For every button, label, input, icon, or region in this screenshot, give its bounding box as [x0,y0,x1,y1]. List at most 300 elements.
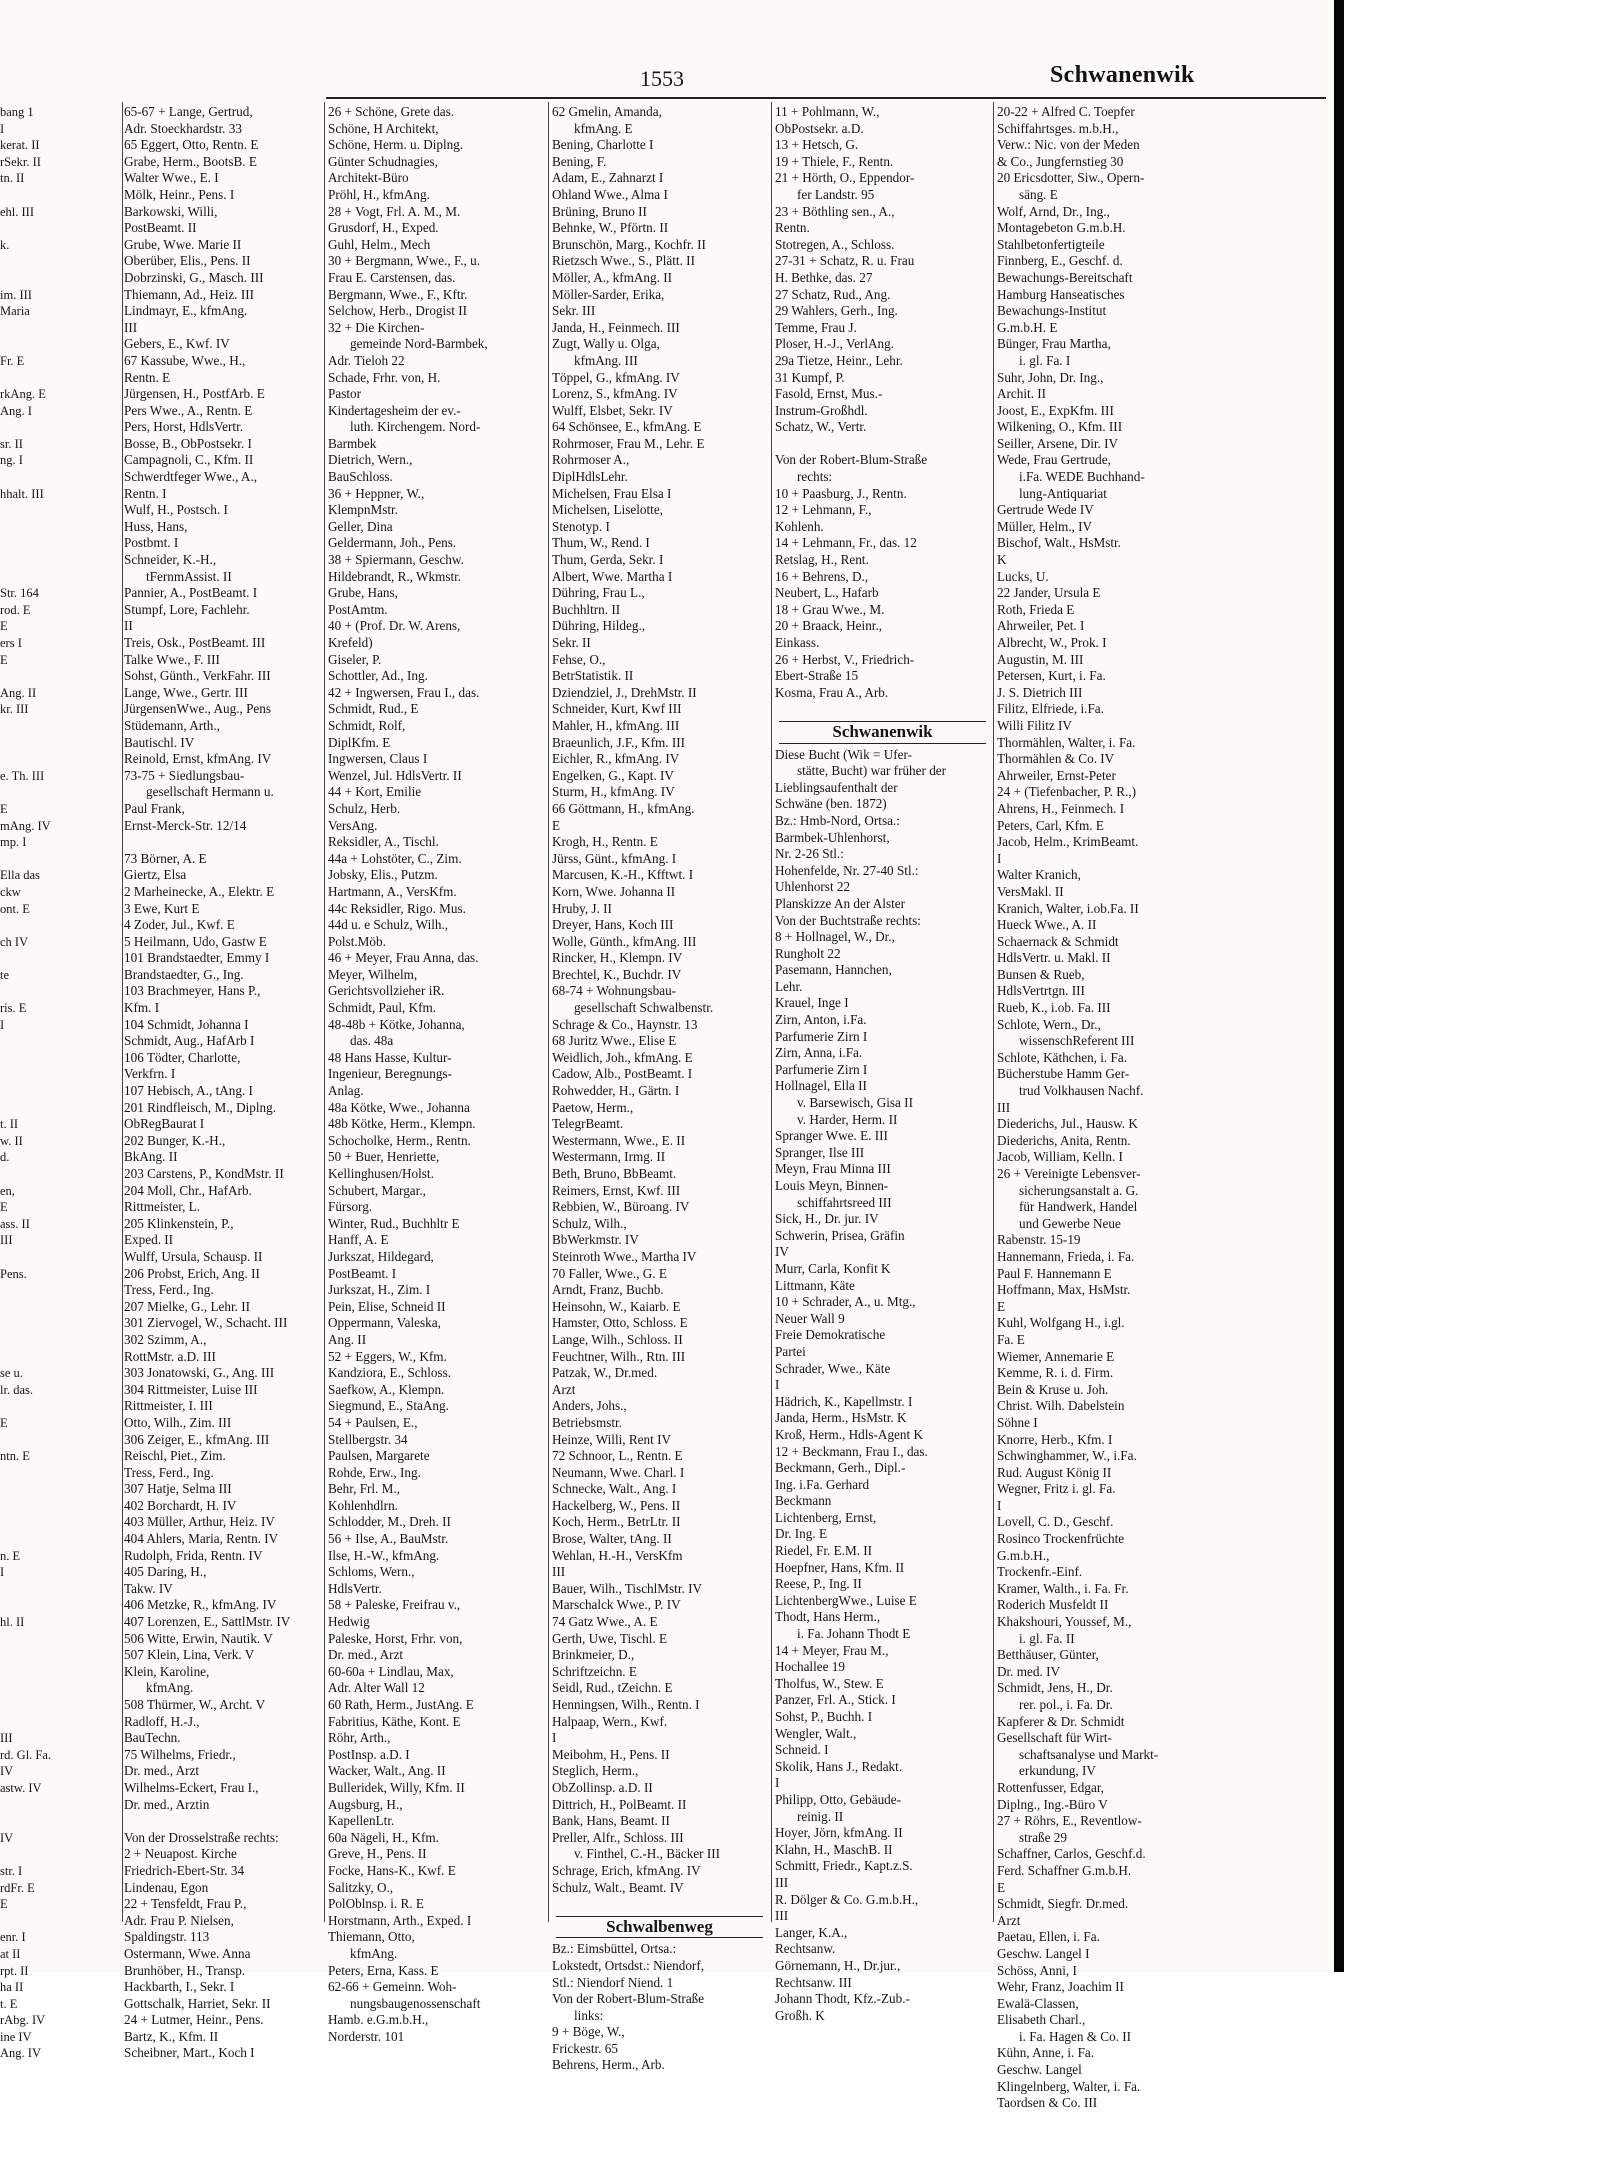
directory-entry: Lange, Wilh., Schloss. II [552,1331,683,1347]
directory-entry: Wegner, Fritz i. gl. Fa. [997,1481,1116,1497]
directory-entry: Roth, Frieda E [997,601,1075,617]
directory-entry: Louis Meyn, Binnen- [775,1178,889,1193]
directory-entry: J. S. Dietrich III [997,684,1083,700]
directory-entry: Wulff, Elsbet, Sekr. IV [552,402,673,418]
directory-entry: DiplHdlsLehr. [552,469,628,485]
directory-entry: Schneider, Kurt, Kwf III [552,701,682,717]
directory-entry: Schwäne (ben. 1872) [775,796,887,812]
directory-entry: Huss, Hans, [124,518,188,534]
directory-entry: Reinold, Ernst, kfmAng. IV [124,751,272,767]
directory-entry: Schmidt, Aug., HafArb I [124,1033,255,1049]
directory-entry: 26 + Schöne, Grete das. [328,104,455,119]
directory-entry: rAbg. IV [0,2013,46,2028]
directory-entry: Hoyer, Jörn, kfmAng. II [775,1825,903,1841]
directory-column-2 [328,104,543,2045]
directory-entry: Hoffmann, Max, HsMstr. [997,1282,1131,1298]
directory-entry: Hollnagel, Ella II [775,1078,867,1094]
directory-entry: Schrage & Co., Haynstr. 13 [552,1016,698,1032]
directory-entry: Heinze, Willi, Rent IV [552,1431,671,1447]
directory-entry: Lehr. [775,978,803,994]
blank-line [0,502,52,519]
directory-entry: Kfm. I [124,1000,160,1016]
directory-entry: Stellbergstr. 34 [328,1431,408,1447]
blank-line [0,1481,52,1498]
directory-entry: Petersen, Kurt, i. Fa. [997,668,1106,684]
directory-entry: 54 + Paulsen, E., [328,1414,418,1430]
directory-entry: 12 + Beckmann, Frau I., das. [775,1443,928,1459]
directory-entry: Kohlenh. [775,518,824,534]
directory-entry: Bosse, B., ObPostsekr. I [124,435,252,451]
directory-entry: Thum, W., Rend. I [552,535,650,551]
directory-entry: 68 Juritz Wwe., Elise E [552,1033,677,1049]
directory-entry: Paulsen, Margarete [328,1448,430,1464]
directory-entry: 302 Szimm, A., [124,1331,207,1347]
directory-entry: Jürss, Günt., kfmAng. I [552,850,677,866]
entry-continuation: wissenschReferent III [1019,1033,1135,1049]
directory-entry: 44 + Kort, Emilie [328,784,422,800]
directory-entry: Stl.: Niendorf Niend. 1 [552,1974,674,1990]
blank-line [0,1664,52,1681]
directory-entry: Neubert, L., Hafarb [775,585,879,601]
directory-entry: Geschw. Langel I [997,1945,1090,1961]
blank-line [0,535,52,552]
directory-entry: Koch, Herm., BetrLtr. II [552,1514,681,1530]
directory-entry: 29a Tietze, Heinr., Lehr. [775,352,903,368]
directory-entry: Schubert, Margar., [328,1182,426,1198]
directory-entry: sr. II [0,436,23,451]
blank-line [0,320,52,337]
directory-entry: Bartz, K., Kfm. II [124,2028,219,2044]
directory-entry: Kemme, R. i. d. Firm. [997,1365,1114,1381]
directory-entry: E [0,652,8,667]
directory-entry: Steglich, Herm., [552,1763,639,1779]
directory-entry: Adr. Stoeckhardstr. 33 [124,120,242,136]
directory-entry: 30 + Bergmann, Wwe., F., u. [328,253,481,269]
blank-line [0,1299,52,1316]
directory-entry: n. E [0,1548,21,1563]
directory-entry: Dr. med., Arztin [124,1796,210,1812]
directory-entry: 11 + Pohlmann, W., [775,104,880,119]
directory-entry: Janda, H., Feinmech. III [552,319,680,335]
directory-entry: Thormählen, Walter, i. Fa. [997,734,1136,750]
directory-entry: 107 Hebisch, A., tAng. I [124,1083,253,1099]
directory-entry: IV [0,1764,14,1779]
directory-entry: Dühring, Hildeg., [552,618,646,634]
directory-entry: Albert, Wwe. Martha I [552,568,673,584]
directory-entry: Ernst-Merck-Str. 12/14 [124,817,247,833]
directory-entry: Diplng., Ing.-Büro V [997,1796,1108,1812]
directory-entry: Schulz, Herb. [328,800,401,816]
directory-entry: Westermann, Irmg. II [552,1149,666,1165]
directory-entry: R. Dölger & Co. G.m.b.H., [775,1891,919,1907]
directory-entry: w. II [0,1133,23,1148]
directory-entry: Lange, Wwe., Gertr. III [124,684,248,700]
directory-entry: Michelsen, Liselotte, [552,502,663,518]
directory-entry: 58 + Paleske, Freifrau v., [328,1597,461,1613]
entry-continuation: tFernmAssist. II [146,568,232,584]
directory-entry: Kohlenhdlrn. [328,1497,398,1513]
entry-continuation: i.Fa. WEDE Buchhand- [1019,469,1145,485]
directory-entry: tn. II [0,171,25,186]
directory-entry: 101 Brandstaedter, Emmy I [124,950,270,966]
directory-entry: Jacob, Helm., KrimBeamt. [997,834,1139,850]
directory-entry: Fabritius, Käthe, Kont. E [328,1713,461,1729]
directory-entry: Weidlich, Joh., kfmAng. E [552,1049,693,1065]
directory-entry: Dr. Ing. E [775,1526,828,1542]
directory-entry: Tress, Ferd., Ing. [124,1282,214,1298]
blank-line [0,1813,52,1830]
directory-entry: Philipp, Otto, Gebäude- [775,1791,901,1807]
directory-entry: Wehlan, H.-H., VersKfm [552,1547,683,1563]
header-rule [326,97,1326,99]
directory-entry: Parfumerie Zirn I [775,1028,868,1044]
directory-entry: KapellenLtr. [328,1813,395,1829]
directory-entry: Otto, Wilh., Zim. III [124,1414,232,1430]
directory-entry: Bewachungs-Institut [997,303,1107,319]
directory-entry: PostInsp. a.D. I [328,1746,410,1762]
directory-entry: 29 Wahlers, Gerh., Ing. [775,303,898,319]
directory-entry: Wiemer, Annemarie E [997,1348,1115,1364]
directory-entry: I [552,1730,557,1746]
directory-entry: Grube, Hans, [328,585,398,601]
directory-entry: Thormählen & Co. IV [997,751,1115,767]
directory-entry: Ingwersen, Claus I [328,751,428,767]
directory-entry: Riedel, Fr. E.M. II [775,1543,873,1559]
directory-entry: 201 Rindfleisch, M., Diplng. [124,1099,277,1115]
directory-entry: 48b Kötke, Herm., Klempn. [328,1116,476,1132]
directory-entry: 207 Mielke, G., Lehr. II [124,1298,250,1314]
entry-continuation: fer Landstr. 95 [797,186,875,202]
blank-line [0,187,52,204]
directory-entry: mAng. IV [0,818,51,833]
directory-entry: rkAng. E [0,387,46,402]
directory-entry: Campagnoli, C., Kfm. II [124,452,254,468]
directory-entry: 406 Metzke, R., kfmAng. IV [124,1597,277,1613]
directory-entry: Hruby, J. II [552,900,612,916]
directory-entry: Exped. II [124,1232,174,1248]
directory-entry: Frickestr. 65 [552,2040,618,2056]
directory-entry: Peters, Carl, Kfm. E [997,817,1104,833]
directory-entry: Schaffner, Carlos, Geschf.d. [997,1846,1146,1862]
directory-entry: 20 Ericsdotter, Siw., Opern- [997,170,1145,186]
directory-entry: Westermann, Wwe., E. II [552,1132,686,1148]
directory-entry: Von der Buchtstraße rechts: [775,912,921,928]
entry-continuation: nungsbaugenossenschaft [350,1995,481,2011]
column-divider [324,102,325,1922]
directory-entry: ObPostsekr. a.D. [775,120,864,136]
directory-entry: 44c Reksidler, Rigo. Mus. [328,900,466,916]
directory-entry: Bünger, Frau Martha, [997,336,1111,352]
directory-entry: Hartmann, A., VersKfm. [328,883,457,899]
directory-entry: DiplKfm. E [328,734,391,750]
directory-entry: Schnecke, Walt., Ang. I [552,1481,677,1497]
entry-continuation: rer. pol., i. Fa. Dr. [1019,1697,1113,1712]
directory-entry: Eichler, R., kfmAng. IV [552,751,680,767]
entry-continuation: kfmAng. [350,1945,398,1961]
directory-entry: Thum, Gerda, Sekr. I [552,552,664,568]
directory-entry: Schwerdtfeger Wwe., A., [124,469,258,485]
blank-line [0,1050,52,1067]
directory-entry: Schöne, H Architekt, [328,120,439,136]
directory-entry: Archit. II [997,386,1047,402]
directory-entry: Ewalä-Classen, [997,1995,1079,2011]
directory-entry: Wolle, Günth., kfmAng. III [552,933,697,949]
directory-entry: Stenotyp. I [552,518,610,534]
directory-entry: Schmidt, Jens, H., Dr. [997,1680,1113,1696]
directory-entry: 48 Hans Hasse, Kultur- [328,1049,452,1065]
directory-column-5 [997,104,1215,2112]
directory-entry: & Co., Jungfernstieg 30 [997,153,1124,169]
directory-entry: Halpaap, Wern., Kwf. [552,1713,668,1729]
directory-entry: II [124,618,133,634]
directory-entry: Beckmann, Gerh., Dipl.- [775,1460,906,1476]
blank-line [0,1465,52,1482]
entry-continuation: und Gewerbe Neue [1019,1215,1121,1231]
directory-entry: 403 Müller, Arthur, Heiz. IV [124,1514,275,1530]
directory-entry: Schriftzeichn. E [552,1663,637,1679]
directory-entry: HdlsVertrtgn. III [997,983,1085,999]
directory-entry: Maria [0,304,30,319]
directory-entry: Wacker, Walt., Ang. II [328,1763,446,1779]
directory-entry: III [0,1731,13,1746]
directory-entry: 23 + Böthling sen., A., [775,203,895,219]
blank-line [0,1398,52,1415]
directory-entry: 62 Gmelin, Amanda, [552,104,662,119]
blank-line [0,983,52,1000]
directory-entry: Trockenfr.-Einf. [997,1564,1083,1580]
directory-entry: Jacob, William, Kelln. I [997,1149,1123,1165]
directory-entry: Grabe, Herm., BootsB. E [124,153,257,169]
directory-entry: Dr. med., Arzt [328,1647,404,1663]
directory-entry: Reksidler, A., Tischl. [328,834,439,850]
directory-entry: Thiemann, Ad., Heiz. III [124,286,255,302]
left-page-fragment [0,104,52,2062]
directory-entry: Horstmann, Arth., Exped. I [328,1912,472,1928]
directory-entry: Fr. E [0,353,25,368]
entry-continuation: schaftsanalyse und Markt- [1019,1746,1159,1762]
directory-entry: Fa. E [997,1331,1025,1347]
directory-entry: Brunschön, Marg., Kochfr. II [552,236,706,252]
directory-entry: Röhr, Arth., [328,1730,391,1746]
directory-entry: Str. 164 [0,586,39,601]
directory-entry: Adam, E., Zahnarzt I [552,170,664,186]
blank-line [0,370,52,387]
directory-entry: Paleske, Horst, Frhr. von, [328,1630,463,1646]
blank-line [0,253,52,270]
directory-entry: III [552,1564,566,1580]
directory-entry: 404 Ahlers, Maria, Rentn. IV [124,1531,279,1547]
directory-entry: Ferd. Schaffner G.m.b.H. [997,1862,1132,1878]
directory-entry: Rohrmoser A., [552,452,630,468]
directory-entry: Johann Thodt, Kfz.-Zub.- [775,1991,910,2007]
directory-entry: Reese, P., Ing. II [775,1576,862,1592]
directory-entry: Lorenz, S., kfmAng. IV [552,386,678,402]
directory-entry: 62-66 + Gemeinn. Woh- [328,1979,457,1995]
blank-line [0,569,52,586]
directory-entry: 2 Marheinecke, A., Elektr. E [124,883,275,899]
directory-entry: en, [0,1183,15,1198]
directory-entry: 21 + Hörth, O., Eppendor- [775,170,915,186]
entry-continuation: gemeinde Nord-Barmbek, [350,336,488,352]
directory-entry: Pein, Elise, Schneid II [328,1298,446,1314]
directory-entry: Feuchtner, Wilh., Rtn. III [552,1348,686,1364]
directory-entry: VersAng. [328,817,378,833]
blank-line [0,1797,52,1814]
directory-entry: Steinroth Wwe., Martha IV [552,1248,697,1264]
directory-entry: Ostermann, Wwe. Anna [124,1945,251,1961]
directory-entry: Walter Kranich, [997,867,1081,883]
directory-entry: Behr, Frl. M., [328,1481,401,1497]
directory-entry: Rentn. E [124,369,171,385]
directory-entry: IV [775,1244,789,1260]
entry-continuation: i. gl. Fa. I [1019,352,1071,368]
blank-line [0,1631,52,1648]
directory-entry: Finnberg, E., Geschf. d. [997,253,1123,269]
directory-entry: Salitzky, O., [328,1879,394,1895]
directory-entry: 16 + Behrens, D., [775,568,869,584]
blank-line [0,950,52,967]
blank-line [0,1282,52,1299]
directory-entry: Janda, Herm., HsMstr. K [775,1410,907,1426]
directory-entry: Kellinghusen/Holst. [328,1166,434,1181]
directory-entry: Radloff, H.-J., [124,1713,200,1729]
directory-entry: Pannier, A., PostBeamt. I [124,585,258,601]
directory-entry: 106 Tödter, Charlotte, [124,1049,241,1065]
directory-entry: Suhr, John, Dr. Ing., [997,369,1104,385]
directory-entry: Rabenstr. 15-19 [997,1232,1081,1248]
blank-line [0,1432,52,1449]
directory-entry: BetrStatistik. II [552,668,634,684]
directory-entry: ntn. E [0,1449,30,1464]
directory-entry: 18 + Grau Wwe., M. [775,601,885,617]
directory-entry: Paetow, Herm., [552,1099,634,1115]
directory-entry: Rentn. I [124,485,167,501]
directory-entry: 103 Brachmeyer, Hans P., [124,983,261,999]
directory-entry: Marcusen, K.-H., Kfftwt. I [552,867,694,883]
entry-continuation: schiffahrtsreed III [797,1194,892,1210]
directory-entry: Kramer, Walth., i. Fa. Fr. [997,1580,1129,1596]
directory-entry: Siegmund, E., StaAng. [328,1398,449,1414]
directory-entry: 28 + Vogt, Frl. A. M., M. [328,203,461,219]
entry-continuation: straße 29 [1019,1829,1067,1845]
directory-entry: Von der Drosselstraße rechts: [124,1829,279,1845]
directory-entry: t. II [0,1117,19,1132]
directory-entry: Scheibner, Mart., Koch I [124,2045,255,2061]
directory-entry: 42 + Ingwersen, Frau I., das. [328,684,480,700]
blank-line [0,668,52,685]
directory-entry: Klingelnberg, Walter, i. Fa. [997,2078,1141,2094]
directory-entry: Norderstr. 101 [328,2028,405,2044]
directory-entry: Spranger Wwe. E. III [775,1128,888,1144]
directory-entry: Henningsen, Wilh., Rentn. I [552,1697,700,1712]
directory-entry: Schmidt, Rolf, [328,717,406,733]
directory-entry: III [0,1233,13,1248]
directory-entry: Sick, H., Dr. jur. IV [775,1211,879,1227]
directory-entry: Seidl, Rud., tZeichn. E [552,1680,673,1696]
directory-entry: Schneid. I [775,1742,829,1758]
blank-line [0,1581,52,1598]
directory-entry: Lichtenberg, Ernst, [775,1509,877,1525]
directory-entry: 73 Börner, A. E [124,850,207,866]
directory-entry: 60a Nägeli, H., Kfm. [328,1829,439,1845]
directory-entry: Michelsen, Frau Elsa I [552,485,672,501]
directory-entry: Ang. IV [0,2046,41,2061]
directory-entry: 66 Göttmann, H., kfmAng. [552,800,695,816]
directory-entry: Patzak, W., Dr.med. [552,1365,658,1381]
directory-entry: Gerth, Uwe, Tischl. E [552,1630,668,1646]
directory-entry: 26 + Herbst, V., Friedrich- [775,651,915,667]
directory-entry: rSekr. II [0,154,41,169]
directory-entry: Wulf, H., Postsch. I [124,502,228,518]
directory-entry: Rohrmoser, Frau M., Lehr. E [552,435,705,451]
directory-entry: I [997,850,1002,866]
directory-entry: 65-67 + Lange, Gertrud, [124,104,253,119]
blank-line [0,1166,52,1183]
directory-entry: Zirn, Anna, i.Fa. [775,1045,863,1061]
directory-entry: I [0,1017,5,1032]
directory-entry: 203 Carstens, P., KondMstr. II [124,1166,284,1181]
directory-entry: Dr. med., Arzt [124,1763,200,1779]
directory-entry: Schrage, Erich, kfmAng. IV [552,1862,701,1878]
directory-entry: Sturm, H., kfmAng. IV [552,784,675,800]
directory-entry: 304 Rittmeister, Luise III [124,1381,258,1397]
directory-entry: Paul Frank, [124,800,185,816]
directory-entry: Pens. [0,1266,27,1281]
directory-entry: Postbmt. I [124,535,179,551]
directory-entry: Spaldingstr. 113 [124,1929,210,1945]
directory-entry: str. I [0,1863,23,1878]
directory-entry: Rohde, Erw., Ing. [328,1464,421,1480]
directory-entry: Architekt-Büro [328,170,409,186]
directory-entry: Großh. K [775,2007,825,2023]
directory-entry: Wengler, Walt., [775,1725,857,1741]
directory-entry: ine IV [0,2029,32,2044]
directory-entry: Kandziora, E., Schloss. [328,1365,452,1381]
blank-line [552,1896,767,1913]
directory-entry: Elisabeth Charl., [997,2012,1086,2028]
directory-entry: Schlote, Wern., Dr., [997,1016,1101,1032]
directory-entry: Dühring, Frau L., [552,585,645,601]
directory-entry: Hildebrandt, R., Wkmstr. [328,568,462,584]
directory-entry: Brüning, Bruno II [552,203,647,219]
directory-entry: I [0,121,5,136]
directory-entry: Mahler, H., kfmAng. III [552,717,680,733]
directory-entry: Beth, Bruno, BbBeamt. [552,1166,677,1181]
directory-entry: 27 Schatz, Rud., Ang. [775,286,891,302]
directory-entry: ha II [0,1980,24,1995]
directory-entry: rd. Gl. Fa. [0,1747,52,1762]
directory-entry: Wenzel, Jul. HdlsVertr. II [328,767,462,783]
directory-entry: 48a Kötke, Wwe., Johanna [328,1099,470,1115]
directory-entry: Schlodder, M., Dreh. II [328,1514,451,1530]
directory-entry: Ebert-Straße 15 [775,668,859,684]
directory-entry: 19 + Thiele, F., Rentn. [775,153,894,169]
directory-entry: Littmann, Käte [775,1277,855,1293]
directory-entry: Rebbien, W., Büroang. IV [552,1199,690,1215]
directory-entry: E [0,801,8,816]
directory-entry: Gebers, E., Kwf. IV [124,336,230,352]
directory-entry: Rietzsch Wwe., S., Plätt. II [552,253,695,269]
directory-entry: Schöne, Herm. u. Diplng. [328,137,464,153]
directory-entry: Krauel, Inge I [775,995,849,1011]
directory-entry: Arndt, Franz, Buchb. [552,1282,664,1298]
directory-entry: Pers, Horst, HdlsVertr. [124,419,244,435]
directory-entry: Paul F. Hannemann E [997,1265,1112,1281]
directory-entry: Schade, Frhr. von, H. [328,369,441,385]
directory-entry: Schmidt, Paul, Kfm. [328,1000,437,1016]
directory-entry: Hueck Wwe., A. II [997,917,1097,933]
blank-line [0,469,52,486]
